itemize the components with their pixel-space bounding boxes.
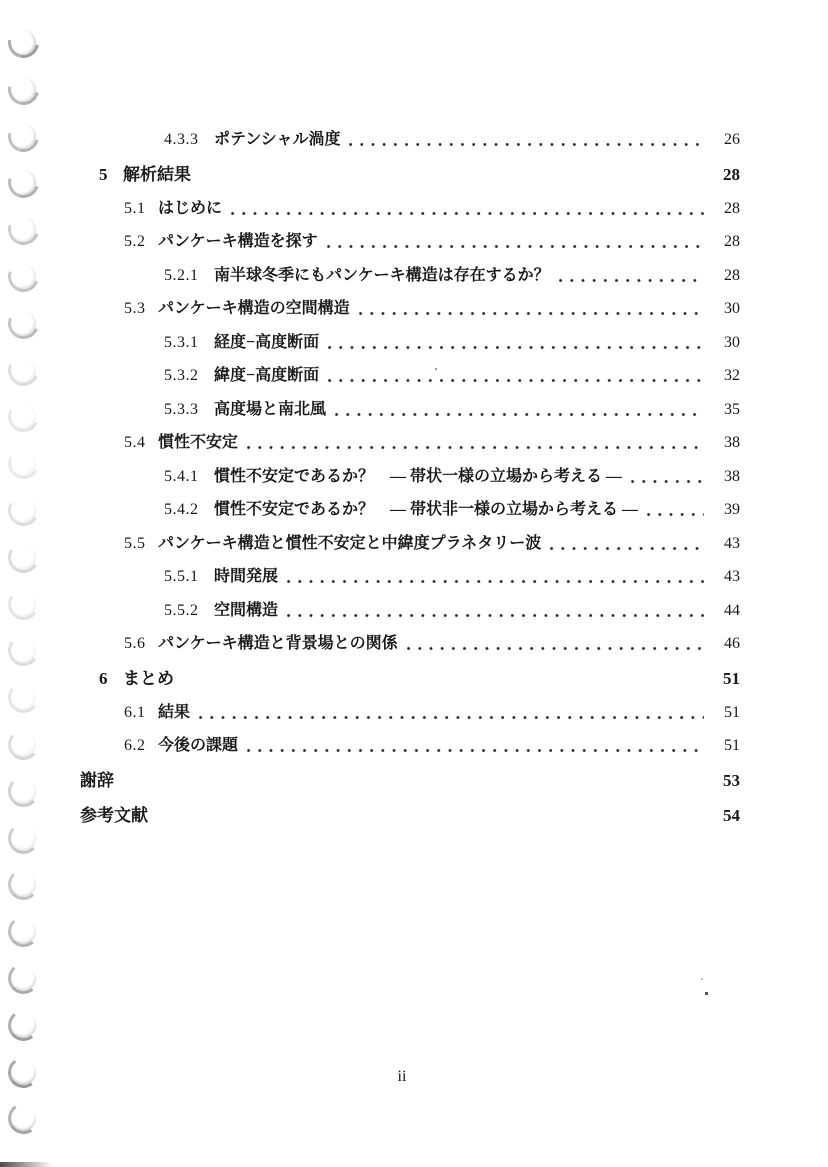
toc-entry-number: 5.2 bbox=[124, 233, 146, 250]
toc-entry bbox=[0, 534, 828, 554]
toc-entry-page: 46 bbox=[724, 635, 740, 652]
toc-entry-page: 54 bbox=[723, 806, 740, 825]
toc-entry-title: 高度場と南北風 bbox=[214, 400, 327, 418]
binding-hole-shadow bbox=[5, 1101, 41, 1137]
scan-speck bbox=[701, 978, 703, 980]
toc-entry-title: 経度−高度断面 bbox=[214, 333, 320, 351]
toc-entry bbox=[0, 400, 828, 420]
binding-hole-shadow bbox=[7, 915, 40, 948]
toc-entry-title: はじめに bbox=[158, 199, 223, 217]
toc-entry-title: 参考文献 bbox=[80, 806, 148, 825]
toc-entry-title: 時間発展 bbox=[214, 568, 279, 585]
toc-entry-number: 5.4.1 bbox=[164, 467, 199, 485]
toc-entry-number: 6 bbox=[99, 669, 108, 688]
toc-entry bbox=[0, 266, 828, 286]
toc-entry-title: パンケーキ構造を探す bbox=[158, 233, 318, 250]
toc-entry-title: パンケーキ構造と慣性不安定と中緯度プラネタリー波 bbox=[158, 534, 542, 552]
scan-speck bbox=[435, 368, 437, 370]
dot-leader bbox=[287, 580, 704, 583]
toc-entry-number: 4.3.3 bbox=[164, 131, 199, 148]
toc-entry-number: 5.5.1 bbox=[164, 568, 199, 585]
toc-entry-number: 5.4.2 bbox=[164, 501, 199, 518]
dot-leader bbox=[157, 819, 704, 822]
toc-entry bbox=[0, 500, 828, 520]
toc-entry-title: 謝辞 bbox=[80, 771, 114, 790]
toc-entry-title: ポテンシャル渦度 bbox=[214, 131, 341, 148]
toc-entry-title: 解析結果 bbox=[123, 165, 191, 184]
toc-entry-number: 5.1 bbox=[124, 199, 146, 217]
toc-entry-title: 南半球冬季にもパンケーキ構造は存在するか？ bbox=[214, 266, 550, 284]
toc-entry-page: 53 bbox=[723, 771, 740, 790]
dot-leader bbox=[550, 547, 704, 550]
dot-leader bbox=[287, 614, 704, 617]
toc-entry bbox=[0, 366, 828, 386]
toc-entry-number: 5.3.2 bbox=[164, 367, 199, 384]
toc-entry bbox=[0, 736, 828, 756]
toc-entry-title: パンケーキ構造の空間構造 bbox=[158, 300, 350, 317]
toc-entry-page: 30 bbox=[724, 300, 740, 317]
toc-entry-page: 26 bbox=[724, 131, 740, 148]
dot-leader bbox=[631, 480, 704, 483]
toc-entry-page: 51 bbox=[724, 737, 740, 754]
toc-entry bbox=[0, 771, 828, 791]
toc-entry-page: 51 bbox=[723, 669, 740, 688]
toc-entry-page: 28 bbox=[724, 199, 740, 217]
toc-entry bbox=[0, 669, 828, 689]
toc-entry-page: 32 bbox=[724, 367, 740, 384]
dot-leader bbox=[327, 245, 704, 248]
dot-leader bbox=[407, 647, 704, 650]
toc-entry-title: 結果 bbox=[158, 703, 191, 721]
dot-leader bbox=[200, 178, 704, 181]
toc-entry-page: 43 bbox=[724, 568, 740, 585]
toc-entry-title: パンケーキ構造と背景場との関係 bbox=[158, 635, 398, 652]
toc-entry-page: 38 bbox=[724, 434, 740, 451]
toc-entry-title: 慣性不安定であるか？ — 帯状非一様の立場から考える — bbox=[214, 501, 639, 518]
toc-entry bbox=[0, 232, 828, 252]
toc-entry-number: 6.1 bbox=[124, 703, 146, 721]
toc-entry-page: 38 bbox=[724, 467, 740, 485]
dot-leader bbox=[349, 143, 704, 146]
toc-entry-title: 緯度−高度断面 bbox=[214, 367, 320, 384]
binding-hole-shadow bbox=[8, 869, 40, 901]
toc-entry-title: 空間構造 bbox=[214, 601, 279, 619]
toc-entry bbox=[0, 601, 828, 621]
toc-entry-page: 51 bbox=[724, 703, 740, 721]
toc-entry-page: 28 bbox=[724, 266, 740, 284]
toc-entry bbox=[0, 806, 828, 826]
dot-leader bbox=[247, 446, 704, 449]
toc-entry-number: 5.5.2 bbox=[164, 601, 199, 619]
toc-entry-page: 44 bbox=[724, 601, 740, 619]
dot-leader bbox=[123, 784, 704, 787]
dot-leader bbox=[199, 716, 704, 719]
toc-entry bbox=[0, 199, 828, 219]
toc-entry bbox=[0, 567, 828, 587]
scan-edge-artifact bbox=[0, 1162, 52, 1167]
toc-entry-title: 慣性不安定 bbox=[158, 434, 239, 451]
toc-entry bbox=[0, 165, 828, 185]
toc-entry-page: 35 bbox=[724, 400, 740, 418]
dot-leader bbox=[183, 682, 704, 685]
toc-entry bbox=[0, 130, 828, 150]
toc-entry-page: 30 bbox=[724, 333, 740, 351]
toc-entry bbox=[0, 703, 828, 723]
toc-entry-number: 5.5 bbox=[124, 534, 146, 552]
page-number-label: ii bbox=[397, 1068, 407, 1085]
dot-leader bbox=[247, 749, 704, 752]
dot-leader bbox=[328, 379, 704, 382]
toc-entry bbox=[0, 467, 828, 487]
toc-entry-number: 5.3.1 bbox=[164, 333, 199, 351]
toc-entry-page: 39 bbox=[724, 501, 740, 518]
toc-entry-number: 5.3.3 bbox=[164, 400, 199, 418]
toc-entry-title: まとめ bbox=[123, 669, 174, 688]
toc-entry-number: 5.6 bbox=[124, 635, 146, 652]
dot-leader bbox=[328, 346, 704, 349]
toc-entry bbox=[0, 333, 828, 353]
toc-entry-number: 5.2.1 bbox=[164, 266, 199, 284]
toc-entry bbox=[0, 634, 828, 654]
toc-entry-page: 28 bbox=[723, 165, 740, 184]
toc-entry-number: 6.2 bbox=[124, 737, 146, 754]
toc-entry-title: 今後の課題 bbox=[158, 737, 239, 754]
page-number-footer bbox=[0, 1068, 804, 1086]
toc-entry-number: 5.4 bbox=[124, 434, 146, 451]
toc-entry-number: 5.3 bbox=[124, 300, 146, 317]
toc-entry-title: 慣性不安定であるか？ — 帯状一様の立場から考える — bbox=[214, 467, 623, 485]
dot-leader bbox=[359, 312, 704, 315]
binding-hole-shadow bbox=[7, 962, 41, 996]
toc-entry-page: 43 bbox=[724, 534, 740, 552]
toc-entry-page: 28 bbox=[724, 233, 740, 250]
toc-entry bbox=[0, 433, 828, 453]
scan-speck bbox=[705, 992, 708, 995]
toc-entry bbox=[0, 299, 828, 319]
dot-leader bbox=[647, 513, 704, 516]
dot-leader bbox=[559, 279, 704, 282]
dot-leader bbox=[335, 413, 704, 416]
binding-hole-shadow bbox=[6, 1008, 41, 1043]
dot-leader bbox=[231, 212, 704, 215]
toc-entry-number: 5 bbox=[99, 165, 108, 184]
